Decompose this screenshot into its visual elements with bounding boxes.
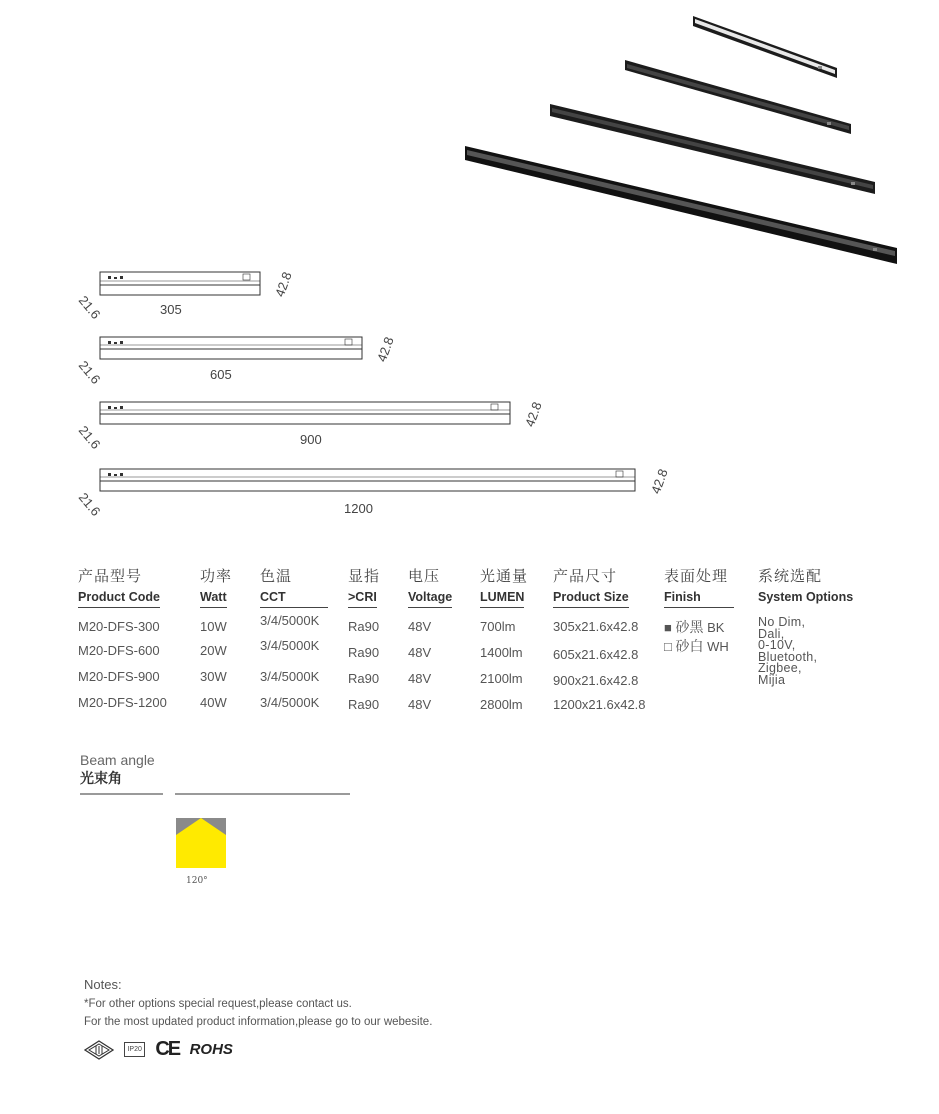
cell-lumen: 1400lm	[480, 645, 523, 660]
header-product-code: 产品型号 Product Code	[78, 565, 160, 608]
cell-cri: Ra90	[348, 645, 380, 660]
note-line: *For other options special request,please contact us.	[84, 998, 352, 1010]
cell-watt: 40W	[200, 695, 227, 710]
system-options-list	[758, 617, 817, 686]
cell-code: M20-DFS-300	[78, 619, 160, 634]
cell-voltage: 48V	[408, 671, 432, 686]
height-label: 42.8	[373, 334, 397, 364]
beam-divider-right	[175, 793, 350, 795]
rohs-mark: ROHS	[189, 1041, 233, 1058]
header-lumen: 光通量 LUMEN	[480, 565, 528, 608]
header-voltage: 电压 Voltage	[408, 565, 452, 608]
option-item: 0-10V,	[758, 638, 796, 652]
drawing-1200	[75, 465, 688, 520]
cell-code: M20-DFS-900	[78, 669, 160, 684]
finish-list	[664, 617, 729, 655]
width-label: 21.6	[75, 489, 104, 519]
fixture-300-photo	[693, 16, 837, 78]
note-line: For the most updated product information,please go to our webesite.	[84, 1016, 433, 1028]
beam-angle-value: 120°	[186, 876, 208, 886]
cell-voltage: 48V	[408, 645, 432, 660]
header-system-options: 系统选配 System Options	[758, 567, 854, 604]
length-label: 305	[160, 302, 182, 317]
beam-angle-title-cn: 光束角	[80, 771, 122, 787]
cell-cri: Ra90	[348, 619, 380, 634]
finish-bk: ■ 砂黑 BK	[664, 620, 725, 636]
black-square-icon: ■	[664, 620, 672, 635]
height-label: 42.8	[271, 269, 295, 299]
length-label: 605	[210, 367, 232, 382]
cell-size: 1200x21.6x42.8	[553, 697, 646, 712]
product-photo	[455, 10, 905, 285]
cell-cri: Ra90	[348, 671, 380, 686]
height-label: 42.8	[647, 466, 671, 496]
width-label: 21.6	[75, 292, 104, 322]
white-square-icon: □	[664, 639, 672, 654]
cell-watt: 20W	[200, 643, 227, 658]
fixture-1200-photo	[465, 146, 897, 264]
beam-angle-title: Beam angle	[80, 752, 155, 768]
option-item: No Dim,	[758, 615, 806, 629]
header-cct: 色温 CCT	[260, 565, 328, 608]
cell-lumen: 700lm	[480, 619, 516, 634]
cell-cct: 3/4/5000K	[260, 669, 320, 684]
beam-angle-icon	[176, 818, 226, 868]
certifications	[84, 1038, 239, 1062]
cell-lumen: 2800lm	[480, 697, 523, 712]
cell-cct: 3/4/5000K	[260, 695, 320, 710]
fixture-600-photo	[625, 60, 851, 134]
cell-watt: 30W	[200, 669, 227, 684]
cell-voltage: 48V	[408, 697, 432, 712]
length-label: 1200	[344, 501, 373, 516]
drawing-305	[75, 268, 298, 323]
width-label: 21.6	[75, 357, 104, 387]
cell-size: 900x21.6x42.8	[553, 673, 639, 688]
cell-voltage: 48V	[408, 619, 432, 634]
option-item: Bluetooth,	[758, 649, 818, 664]
header-cri: 显指 >CRI	[348, 565, 380, 608]
cell-size: 605x21.6x42.8	[553, 647, 639, 662]
cell-code: M20-DFS-600	[78, 643, 160, 658]
beam-divider-left	[80, 793, 163, 795]
option-item: Dali,	[758, 626, 785, 641]
header-watt: 功率 Watt	[200, 565, 232, 608]
drawing-900	[75, 398, 548, 453]
ip20-icon: IP20	[124, 1042, 144, 1057]
finish-wh: □ 砂白 WH	[664, 639, 729, 655]
length-label: 900	[300, 432, 322, 447]
option-item: Zigbee,	[758, 661, 802, 675]
drawing-605	[75, 333, 398, 388]
cell-lumen: 2100lm	[480, 671, 523, 686]
cell-cct: 3/4/5000K	[260, 613, 320, 628]
height-label: 42.8	[521, 399, 545, 429]
notes-title: Notes:	[84, 977, 122, 992]
cell-size: 305x21.6x42.8	[553, 619, 639, 634]
cell-cri: Ra90	[348, 697, 380, 712]
cell-code: M20-DFS-1200	[78, 695, 167, 710]
header-product-size: 产品尺寸 Product Size	[553, 565, 629, 608]
cell-cct: 3/4/5000K	[260, 638, 320, 653]
cell-watt: 10W	[200, 619, 227, 634]
width-label: 21.6	[75, 422, 104, 452]
option-item: Mijia	[758, 672, 786, 687]
ce-mark-icon: CE	[155, 1038, 180, 1060]
header-finish: 表面处理 Finish	[664, 565, 734, 608]
class-iii-icon	[84, 1040, 114, 1060]
